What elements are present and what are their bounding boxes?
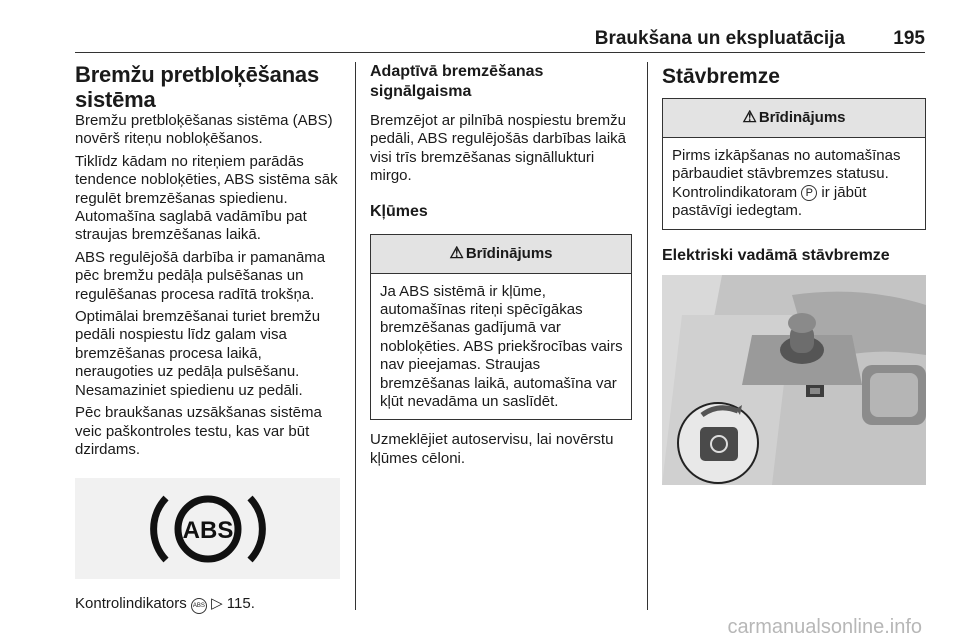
section-title: Braukšana un ekspluatācija (594, 28, 845, 49)
abs-warning-icon (138, 484, 278, 574)
page-header (75, 28, 925, 50)
warning-label: Brīdinājums (465, 244, 553, 262)
warning-text (663, 138, 925, 229)
abs-paragraph: Pēc braukšanas uzsākšanas sistēma veic paškontroles testu, kas var būt dzirdams. (75, 404, 322, 458)
electric-parking-heading: Elektriski vadāmā stāvbremze (662, 246, 890, 264)
parking-warning-box (662, 98, 926, 230)
column-divider-2 (647, 62, 648, 610)
indicator-page-ref[interactable]: 115. (226, 595, 255, 613)
warning-label: Brīdinājums (758, 109, 846, 126)
warning-triangle-icon: ⚠ (742, 109, 757, 126)
abs-paragraph: Bremžu pretbloķēšanas sistēma (ABS) novērš riteņu nobloķēšanos. (75, 112, 333, 148)
abs-paragraph: Tiklīdz kādam no riteņiem parādās tendence nobloķēties, ABS sistēma sāk regulēt bremzēšanas spiedienu. Automašīna saglabā vadāmību pat straujas bremzēšanas laikā. (75, 152, 338, 244)
warning-header (663, 99, 925, 138)
indicator-reference (75, 595, 340, 614)
faults-heading: Kļūmes (370, 202, 428, 220)
abs-paragraph: ABS regulējošā darbība ir pamanāma pēc bremžu pedāļa pulsēšanas un regulēšanas procesa radītā trokšņa. (75, 248, 326, 303)
parking-brake-photo (662, 275, 926, 485)
abs-indicator-figure (75, 478, 340, 579)
page-number: 195 (893, 28, 925, 49)
abs-heading: Bremžu pretbloķēšanas sistēma (75, 62, 319, 112)
column-parking-brake (662, 62, 926, 485)
parking-brake-heading: Stāvbremze (662, 65, 780, 88)
abs-paragraph: Optimālai bremzēšanai turiet bremžu pedāli nospiestu līdz galam visa bremzēšanas procesa laikā, neraugoties uz pedāļa pulsēšanu. Nesamaziniet spiedienu uz pedāli. (75, 308, 321, 399)
warning-text: Ja ABS sistēmā ir kļūme, automašīnas riteņi spēcīgākas bremzēšanas gadījumā var nobloķēties. ABS priekšrocības vairs nav pieejamas. Straujas bremzēšanas laikā, automašīna var kļūt nevadāma un saslīdēt. (380, 282, 623, 411)
indicator-prefix: Kontrolindikators (75, 595, 187, 613)
column-abs (75, 62, 340, 618)
abs-icon-label: ABS (182, 516, 233, 544)
brake-light-paragraph: Bremzējot ar pilnībā nospiestu bremžu pedāli, ABS regulējošās darbības laikā visi trīs bremzēšanas signāllukturi mirgo. (370, 112, 626, 185)
column-brake-light (370, 62, 632, 472)
abs-symbol-icon: ABS (191, 598, 207, 614)
warning-text-part: ir jābūt pastāvīgi iedegtam. (672, 183, 867, 220)
footer-watermark[interactable]: carmanualsonline.info (727, 616, 922, 638)
parking-brake-symbol-icon: P (801, 185, 817, 201)
console-illustration (662, 275, 926, 485)
header-rule (75, 52, 925, 53)
brake-light-heading: Adaptīvā bremzēšanas signālgaisma (370, 63, 544, 100)
abs-warning-box (370, 234, 632, 421)
service-paragraph: Uzmeklējiet autoservisu, lai novērstu kļūmes cēloni. (370, 431, 614, 467)
reference-arrow-icon[interactable]: ▷ (211, 595, 223, 613)
warning-header (371, 235, 631, 274)
warning-triangle-icon: ⚠ (449, 244, 464, 262)
column-divider-1 (355, 62, 356, 610)
warning-text-part: Pirms izkāpšanas no automašīnas pārbaudiet stāvbremzes statusu. Kontrolindikatoram (672, 147, 901, 201)
